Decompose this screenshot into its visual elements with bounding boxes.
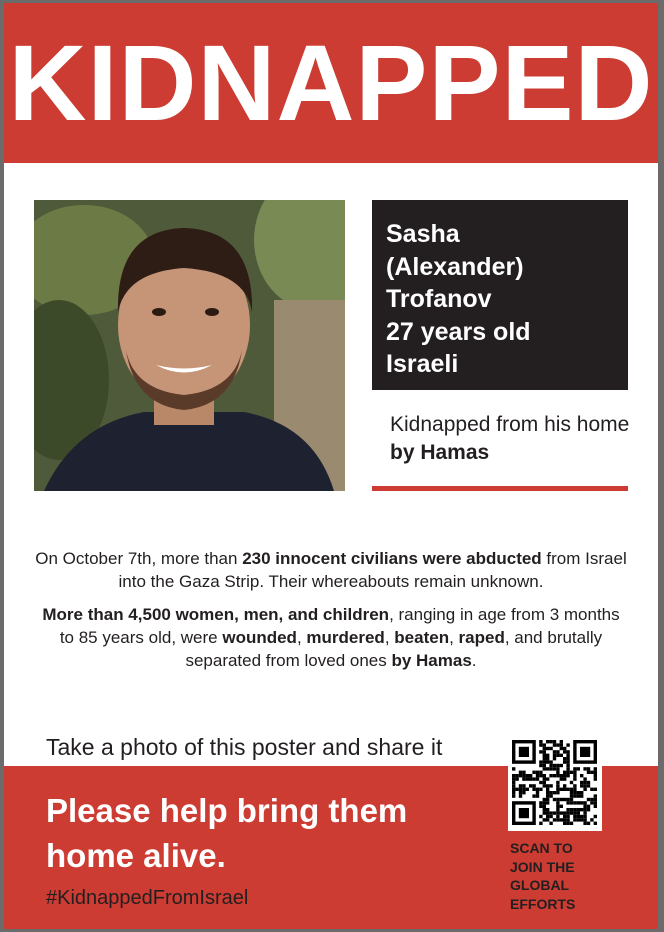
red-divider [372,486,628,491]
age: 27 years old [386,317,531,346]
qr-code[interactable] [508,735,602,831]
help-message: Please help bring them home alive. [46,792,408,874]
name-line-3: Trofanov [386,285,492,313]
kidnapped-statement: Kidnapped from his home by Hamas [390,413,630,464]
paragraph-victims: More than 4,500 women, men, and children, ranging in age from 3 months to 85 years old, were wounded, murdered, beaten, raped, and brutally separated from loved ones by Hamas. [42,605,620,670]
share-instruction: Take a photo of this poster and share it [46,734,443,760]
qr-code-icon [508,735,602,831]
name-line-2: (Alexander) [386,252,524,281]
hashtag: #KidnappedFromIsrael [46,887,249,909]
nationality: Israeli [386,350,459,378]
portrait-image [34,200,345,491]
name-line-1: Sasha [386,220,460,248]
paragraph-abduction: On October 7th, more than 230 innocent civilians were abducted from Israel into the Gaza Strip. Their whereabouts remain unknown. [35,549,627,591]
scan-caption: SCAN TO JOIN THE GLOBAL EFFORTS [510,840,576,912]
page-title: KIDNAPPED [8,22,654,143]
poster [4,3,658,929]
name-box [372,200,628,390]
header-banner [4,3,658,163]
person-photo [34,200,345,491]
